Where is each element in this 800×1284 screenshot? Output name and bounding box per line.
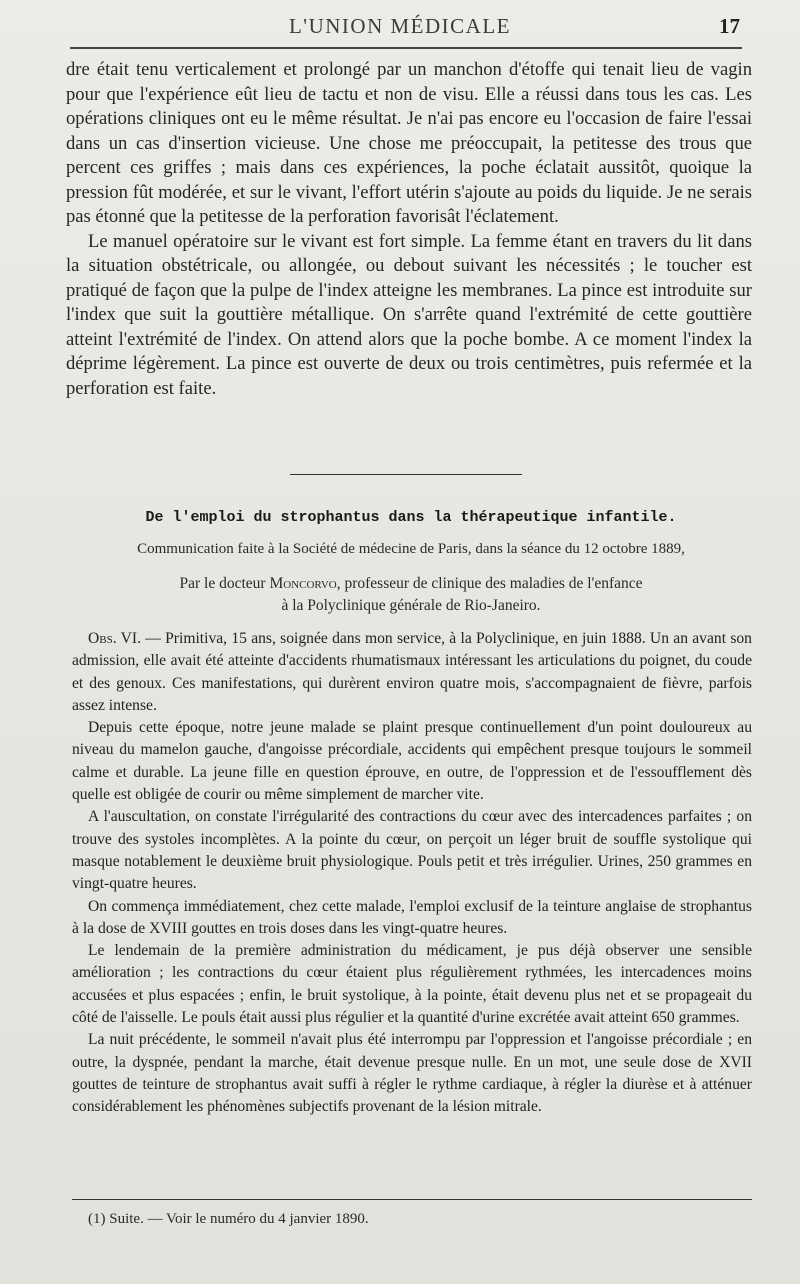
paragraph: La nuit précédente, le sommeil n'avait plus été interrompu par l'oppression et l'angoisse précordiale ; en outre, la dyspnée, pendant la marche, était devenue presque nulle. En un mot, une seule dose de XVII gouttes de teinture de strophantus avait suffi à régler le rythme cardiaque, à régler la diurèse et à atténuer considérablement les phénomènes subjectifs provenant de la lésion mitrale.: [72, 1031, 752, 1116]
article-byline: [70, 573, 752, 617]
running-head: [60, 10, 740, 42]
intro-text: [66, 58, 752, 401]
observation-label: Obs. VI.: [88, 630, 141, 647]
article-title: De l'emploi du strophantus dans la thérapeutique infantile.: [145, 509, 677, 526]
observation-intro: — Primitiva, 15 ans, soignée dans mon service, à la Polyclinique, en juin 1888. Un an avant son admission, elle avait été atteinte d'accidents rhumatismaux intéressant les articulations du poignet, du coude et des genoux. Ces manifestations, qui durèrent environ quatre mois, s'accompagnaient de fièvre, parfois assez intense.: [72, 630, 752, 714]
section-separator: [290, 474, 522, 475]
author-name: Moncorvo: [269, 575, 337, 592]
header-rule: [70, 47, 742, 49]
observation-text: [72, 628, 752, 1119]
paragraph: dre était tenu verticalement et prolongé par un manchon d'étoffe qui tenait lieu de vagin pour que l'expérience eût lieu de tactu et non de visu. Elle a réussi dans tous les cas. Les opérations cliniques ont eu le même résultat. Je n'ai pas encore eu l'occasion de faire l'essai dans un cas d'insertion vicieuse. Une chose me préoccupait, la petitesse des trous que percent ces griffes ; mais dans ces expériences, la poche éclatait aussitôt, quoique la pression fût modérée, et sur le vivant, l'effort utérin s'ajoute au poids du liquide. Je ne serais pas étonné que la petitesse de la perforation favorisât l'éclatement.: [66, 59, 752, 227]
paragraph: On commença immédiatement, chez cette malade, l'emploi exclusif de la teinture anglaise de strophantus à la dose de XVIII gouttes en trois doses dans les vingt-quatre heures.: [72, 897, 752, 937]
article-communication: Communication faite à la Société de médecine de Paris, dans la séance du 12 octobre 1889,: [137, 541, 685, 557]
paragraph: Depuis cette époque, notre jeune malade se plaint presque continuellement d'un point douloureux au niveau du mamelon gauche, d'angoisse précordiale, accidents qui empêchent presque toujours le sommeil calme et durable. La jeune fille en question éprouve, en outre, de l'oppression et de l'essoufflement dès quelle est obligée de courir ou même simplement de marcher vite.: [72, 719, 752, 804]
byline-line2: à la Polyclinique générale de Rio-Janeiro.: [281, 597, 541, 614]
paragraph: Le manuel opératoire sur le vivant est fort simple. La femme étant en travers du lit dans la situation obstétricale, ou allongée, ou debout suivant les nécessités ; le toucher est pratiqué de façon que la pulpe de l'index atteigne les membranes. La pince est introduite sur l'index que suit la gouttière métallique. On s'arrête quand l'extrémité de cette gouttière atteint l'extrémité de l'index. On attend alors que la poche bombe. A ce moment l'index la déprime légèrement. La pince est ouverte de deux ou trois centimètres, puis refermée et la perforation est faite.: [66, 230, 752, 399]
byline-rest: , professeur de clinique des maladies de l'enfance: [336, 575, 643, 592]
page-number: 17: [719, 14, 740, 38]
footnote-rule: [72, 1199, 752, 1200]
paragraph: A l'auscultation, on constate l'irrégularité des contractions du cœur avec des intercadences parfaites ; on trouve des systoles incomplètes. A la pointe du cœur, on perçoit un léger bruit de souffle systolique qui masque notablement le deuxième bruit physiologique. Pouls petit et très irrégulier. Urines, 250 grammes en vingt-quatre heures.: [72, 808, 752, 893]
byline-prefix: Par le docteur: [179, 575, 266, 592]
footnote: (1) Suite. — Voir le numéro du 4 janvier 1890.: [88, 1211, 369, 1227]
paragraph: [72, 628, 752, 717]
running-title: L'UNION MÉDICALE: [288, 14, 511, 38]
paragraph: Le lendemain de la première administration du médicament, je pus déjà observer une sensible amélioration ; les contractions du cœur étaient plus régulièrement rythmées, les intercadences moins accusées et plus espacées ; enfin, le bruit systolique, à la pointe, était devenu plus net et se propageait du côté de l'aisselle. Le pouls était aussi plus régulier et la quantité d'urine excrétée avait atteint 650 grammes.: [72, 942, 752, 1027]
